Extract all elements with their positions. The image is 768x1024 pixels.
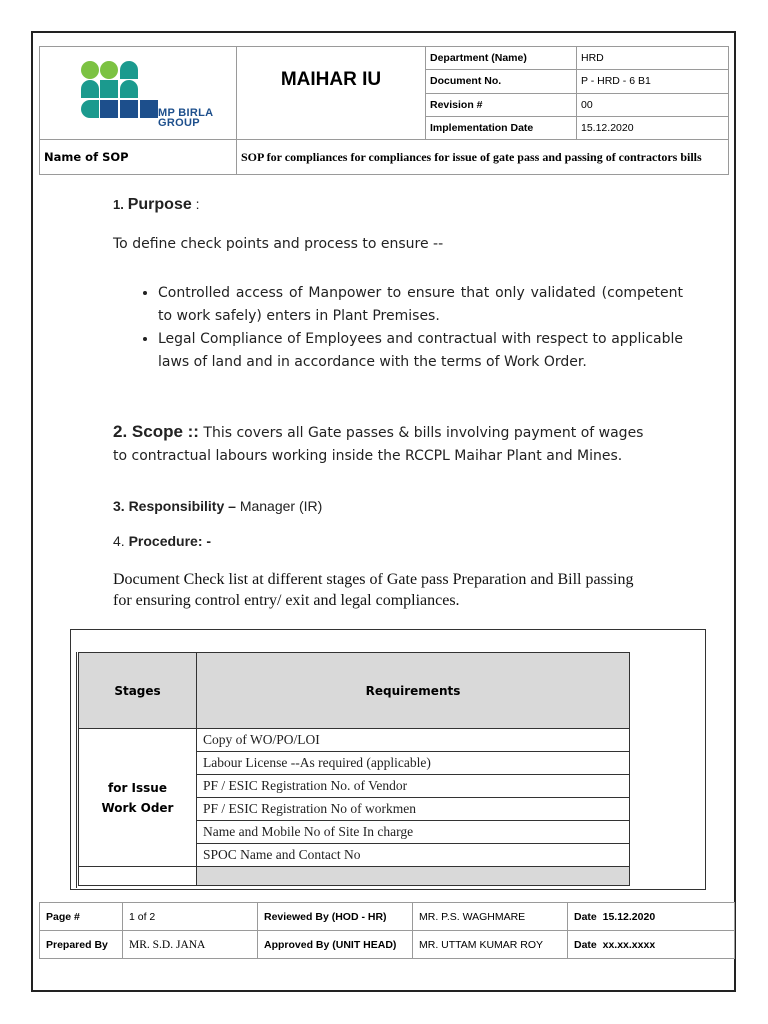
meta-label-department: Department (Name)	[426, 47, 577, 70]
date-label: Date	[574, 938, 597, 951]
meta-value-implementation-date: 15.12.2020	[577, 116, 729, 139]
meta-label-document-no: Document No.	[426, 70, 577, 93]
table-row: Copy of WO/PO/LOI	[197, 729, 630, 752]
procedure-section	[113, 533, 211, 549]
table-row: PF / ESIC Registration No of workmen	[197, 798, 630, 821]
scope-heading: 2. Scope ::	[113, 422, 199, 441]
sop-name: SOP for compliances for compliances for issue of gate pass and passing of contractors bills	[237, 140, 729, 175]
date-label: Date	[574, 910, 597, 923]
table-divider	[76, 652, 77, 888]
document-footer	[39, 902, 735, 959]
checklist-table	[78, 652, 630, 886]
prepared-label: Prepared By	[40, 931, 123, 959]
purpose-suffix: :	[195, 196, 200, 212]
column-header-requirements: Requirements	[197, 653, 630, 729]
blank-cell	[79, 867, 197, 886]
scope-section	[113, 420, 658, 468]
purpose-number: 1.	[113, 197, 124, 212]
logo-text	[158, 108, 213, 128]
reviewed-value: MR. P.S. WAGHMARE	[413, 903, 568, 931]
page-label: Page #	[40, 903, 123, 931]
list-item: • Controlled access of Manpower to ensure that only validated (competent to work safely) enters in Plant Premises.	[158, 282, 683, 328]
document-checklist-intro: Document Check list at different stages of Gate pass Preparation and Bill passing for ensuring control entry/ exit and legal compliances.	[113, 571, 634, 609]
document-header	[39, 46, 729, 175]
logo-text-line1: MP BIRLA	[158, 107, 214, 119]
stage-line1: for Issue	[108, 780, 167, 795]
table-row: SPOC Name and Contact No	[197, 844, 630, 867]
meta-value-department: HRD	[577, 47, 729, 70]
meta-label-implementation-date: Implementation Date	[426, 116, 577, 139]
responsibility-text: Manager (IR)	[235, 498, 323, 514]
procedure-heading: Procedure: -	[128, 533, 212, 549]
approved-value: MR. UTTAM KUMAR ROY	[413, 931, 568, 959]
approved-label: Approved By (UNIT HEAD)	[258, 931, 413, 959]
logo-text-line2: GROUP	[158, 117, 200, 129]
scope-text: This covers all Gate passes & bills involving payment of wages to contractual labours working inside the RCCPL Maihar Plant and Mines.	[113, 425, 644, 464]
meta-label-revision: Revision #	[426, 93, 577, 116]
meta-value-revision: 00	[577, 93, 729, 116]
column-header-stages: Stages	[79, 653, 197, 729]
meta-value-document-no: P - HRD - 6 B1	[577, 70, 729, 93]
responsibility-section	[113, 498, 322, 514]
purpose-bullet-list	[130, 282, 683, 374]
procedure-number: 4.	[113, 533, 125, 549]
mp-birla-logo-icon	[80, 58, 160, 120]
document-title: MAIHAR IU	[237, 47, 426, 140]
purpose-heading	[113, 196, 200, 214]
purpose-intro: To define check points and process to ensure --	[113, 236, 444, 252]
list-item: • Legal Compliance of Employees and contractual with respect to applicable laws of land and in accordance with the terms of Work Order.	[158, 328, 683, 374]
gray-cell	[197, 867, 630, 886]
date-cell	[568, 931, 735, 959]
prepared-value: MR. S.D. JANA	[123, 931, 258, 959]
table-row: Labour License --As required (applicable)	[197, 752, 630, 775]
stage-line2: Work Oder	[101, 800, 174, 815]
sop-label: Name of SOP	[40, 140, 237, 175]
table-row: Name and Mobile No of Site In charge	[197, 821, 630, 844]
date-value: 15.12.2020	[602, 910, 656, 923]
date-value: xx.xx.xxxx	[602, 938, 656, 951]
table-row: PF / ESIC Registration No. of Vendor	[197, 775, 630, 798]
stage-cell	[79, 729, 197, 867]
date-cell	[568, 903, 735, 931]
purpose-title: Purpose	[127, 196, 192, 213]
page-value: 1 of 2	[123, 903, 258, 931]
logo-cell	[40, 47, 237, 140]
responsibility-heading: 3. Responsibility –	[113, 498, 236, 514]
reviewed-label: Reviewed By (HOD - HR)	[258, 903, 413, 931]
